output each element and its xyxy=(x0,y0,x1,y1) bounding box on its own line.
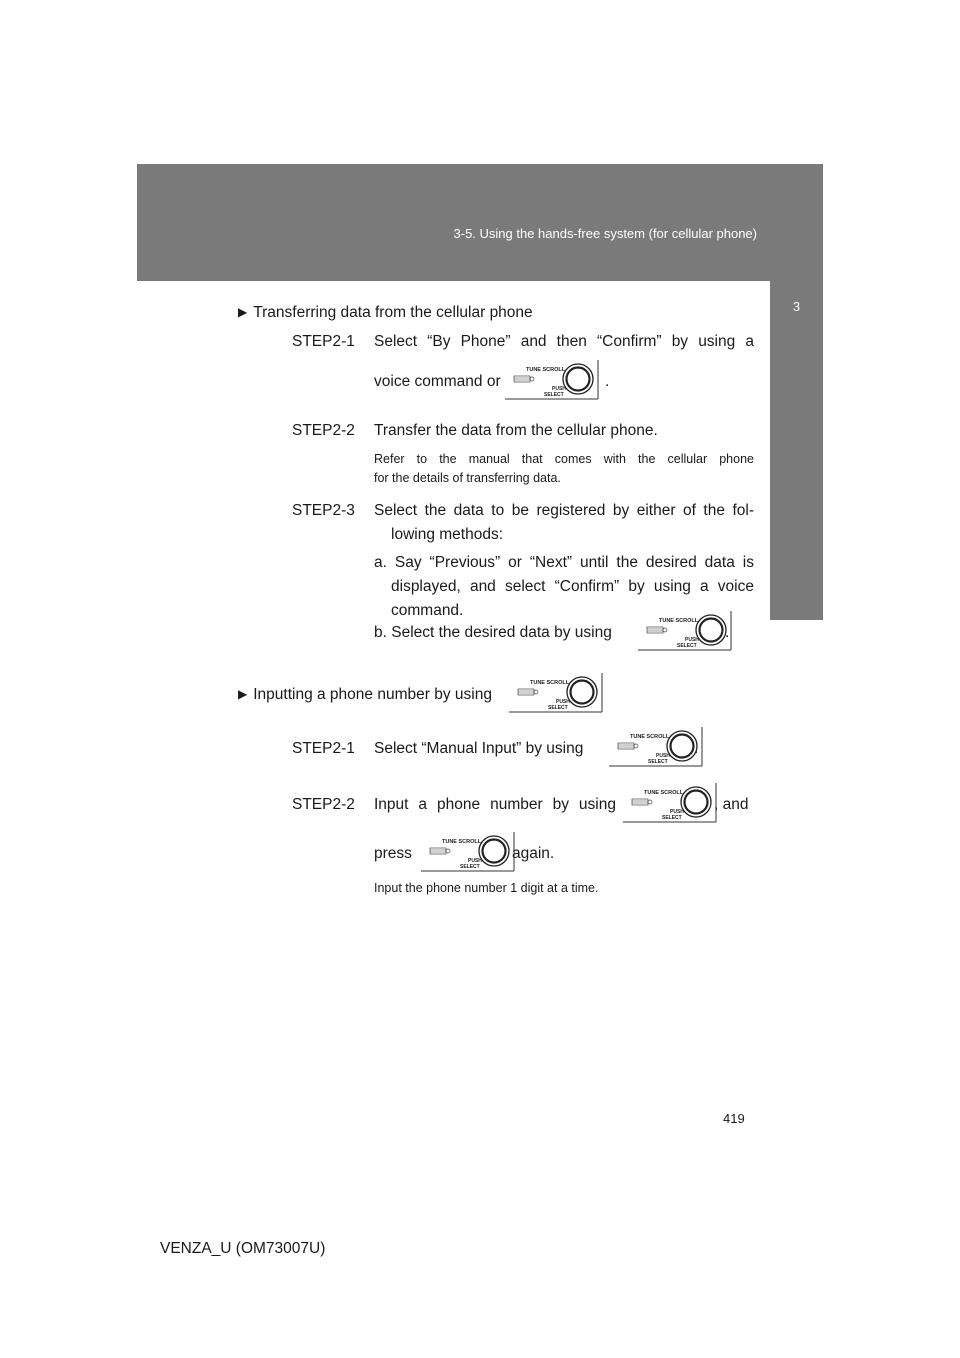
step-id: STEP2-2 xyxy=(292,796,355,813)
step-text: lowing methods: xyxy=(391,526,504,543)
step-text: Transfer the data from the cellular phone. xyxy=(374,422,658,439)
step-text: Select the data to be registered by either of the fol- xyxy=(374,502,754,519)
step-id: STEP2-3 xyxy=(292,502,355,519)
tune-scroll-knob-icon xyxy=(637,610,732,657)
method-b-text: b. Select the desired data by using xyxy=(374,624,612,641)
section1-heading: ▶ Transferring data from the cellular phone xyxy=(238,304,533,321)
step-note: Refer to the manual that comes with the cellular phone xyxy=(374,452,754,466)
step-id: STEP2-1 xyxy=(292,740,355,757)
section-header-bar xyxy=(137,164,823,281)
step-note: for the details of transferring data. xyxy=(374,471,561,485)
step-text: Select “By Phone” and then “Confirm” by using a xyxy=(374,333,754,350)
page-number: 419 xyxy=(723,1111,745,1126)
step-note: Input the phone number 1 digit at a time. xyxy=(374,881,599,895)
step-text: voice command or xyxy=(374,373,501,390)
method-a-text: command. xyxy=(391,602,464,619)
method-a-text: displayed, and select “Confirm” by using a voice xyxy=(391,578,754,595)
step-text: Input a phone number by using xyxy=(374,796,616,813)
document-code: VENZA_U (OM73007U) xyxy=(160,1240,326,1257)
tune-scroll-knob-icon xyxy=(608,726,703,773)
tune-scroll-knob-icon xyxy=(622,782,717,829)
tune-scroll-knob-icon xyxy=(508,672,603,719)
section2-heading: ▶ Inputting a phone number by using xyxy=(238,686,492,703)
triangle-bullet-icon: ▶ xyxy=(238,305,248,319)
step-text: . xyxy=(694,740,699,757)
triangle-bullet-icon: ▶ xyxy=(238,687,248,701)
section-title: 3-5. Using the hands-free system (for cellular phone) xyxy=(453,226,757,241)
chapter-number: 3 xyxy=(792,299,801,314)
chapter-side-tab xyxy=(770,281,823,620)
step-id: STEP2-1 xyxy=(292,333,355,350)
tune-scroll-knob-icon xyxy=(420,831,515,878)
step-text: press xyxy=(374,845,412,862)
tune-scroll-knob-icon xyxy=(504,359,599,406)
method-a-text: a. Say “Previous” or “Next” until the desired data is xyxy=(374,554,754,571)
step-text: Select “Manual Input” by using xyxy=(374,740,584,757)
method-b-text: . xyxy=(725,624,730,641)
step-text: , and xyxy=(714,796,749,813)
step-id: STEP2-2 xyxy=(292,422,355,439)
chapter-label: Interior features xyxy=(785,660,800,752)
step-text: . xyxy=(605,373,610,390)
step-text: again. xyxy=(512,845,555,862)
